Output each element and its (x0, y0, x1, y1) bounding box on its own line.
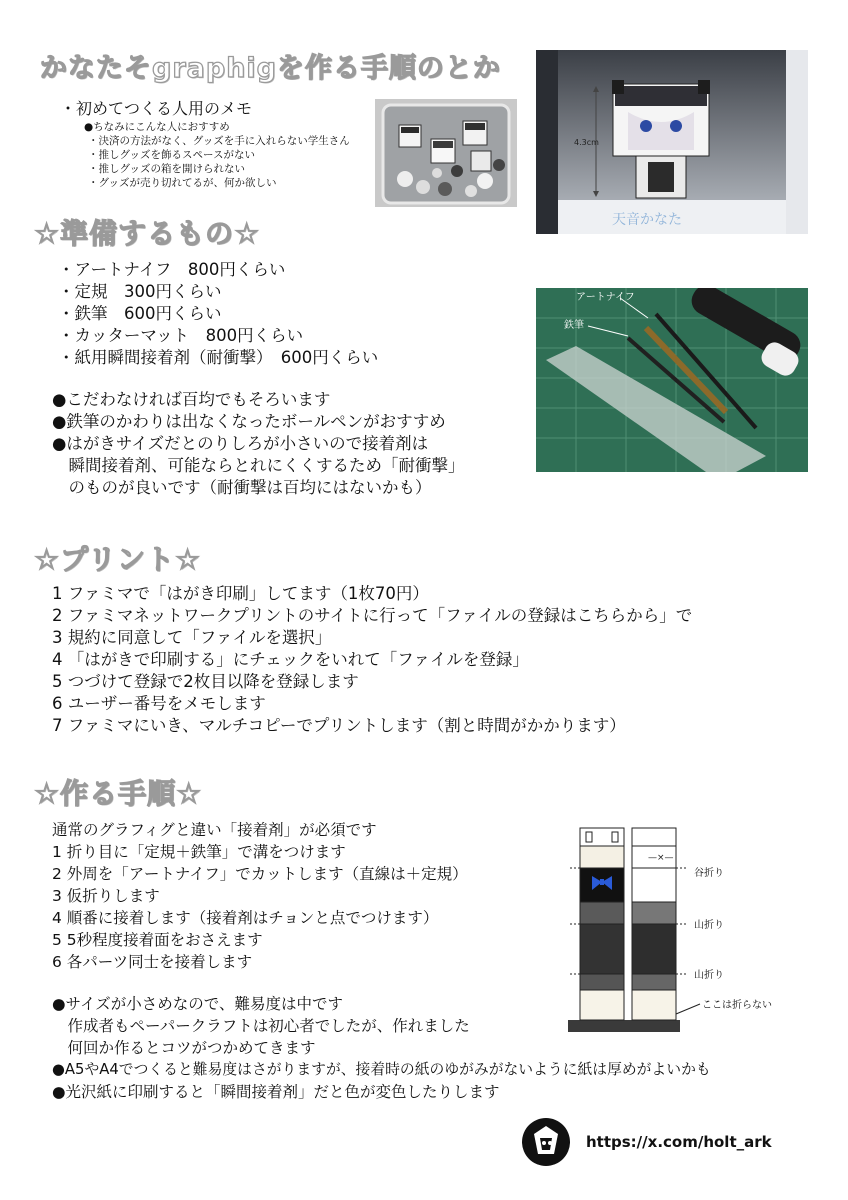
prep-item: ・鉄筆 600円くらい (58, 304, 222, 323)
make-note: ●光沢紙に印刷すると「瞬間接着剤」だと色が変色したりします (52, 1083, 500, 1101)
make-note: ●サイズが小さめなので、難易度は中です (52, 995, 343, 1013)
prep-heading: ☆準備するもの☆ (34, 217, 261, 250)
make-step: 6 各パーツ同士を接着します (52, 953, 253, 971)
label-mountain-fold-1: 山折り (694, 920, 724, 931)
memo-line: ・決済の方法がなく、グッズを手に入れらない学生さん (88, 135, 350, 147)
make-step: 1 折り目に「定規＋鉄筆」で溝をつけます (52, 843, 346, 861)
prep-note: ●こだわなければ百均でもそろいます (52, 390, 331, 409)
make-note: ●A5やA4でつくると難易度はさがりますが、接着時の紙のゆがみがないように紙は厚めがよいかも (52, 1061, 711, 1078)
prep-note: ●はがきサイズだとのりしろが小さいので接着剤は (52, 434, 429, 453)
print-heading: ☆プリント☆ (34, 543, 202, 576)
prep-item: ・カッターマット 800円くらい (58, 326, 304, 345)
author-logo-icon (520, 1116, 572, 1168)
print-step: 2 ファミマネットワークプリントのサイトに行って「ファイルの登録はこちらから」で (52, 606, 693, 625)
figures-box-photo (375, 99, 517, 207)
fold-diagram (560, 824, 820, 1036)
label-mountain-fold-2: 山折り (694, 970, 724, 981)
make-note: 作成者もペーパークラフトは初心者でしたが、作れました (52, 1017, 470, 1035)
memo-line: ・グッズが売り切れてるが、何か欲しい (88, 177, 277, 189)
figure-display-photo (536, 50, 808, 234)
print-step: 5 つづけて登録で2枚目以降を登録します (52, 672, 359, 691)
memo-line: ●ちなみにこんな人におすすめ (84, 121, 230, 133)
label-art-knife: アートナイフ (576, 292, 635, 303)
tools-photo (536, 288, 808, 472)
print-step: 7 ファミマにいき、マルチコピーでプリントします（割と時間がかかります） (52, 716, 626, 735)
print-step: 4 「はがきで印刷する」にチェックをいれて「ファイルを登録」 (52, 650, 529, 669)
height-label: 4.3cm (574, 138, 599, 147)
label-valley-fold: 谷折り (694, 868, 724, 879)
memo-heading: ・初めてつくる人用のメモ (60, 99, 253, 118)
prep-item: ・定規 300円くらい (58, 282, 222, 301)
prep-note: のものが良いです（耐衝撃は百均にはないかも） (52, 478, 432, 497)
make-step: 2 外周を「アートナイフ」でカットします（直線は＋定規） (52, 865, 468, 883)
make-step: 通常のグラフィグと違い「接着剤」が必須です (52, 821, 377, 839)
label-no-fold: ここは折らない (702, 1000, 772, 1011)
make-note: 何回か作るとコツがつかめてきます (52, 1039, 316, 1057)
memo-line: ・推しグッズの箱を開けられない (88, 163, 245, 175)
label-stylus: 鉄筆 (564, 320, 584, 331)
display-base-text: 天音かなた (612, 212, 682, 228)
prep-note: 瞬間接着剤、可能ならとれにくくするため「耐衝撃」 (52, 456, 465, 475)
make-step: 3 仮折りします (52, 887, 160, 905)
svg-text:—×—: —×— (648, 853, 674, 863)
memo-line: ・推しグッズを飾るスペースがない (88, 149, 255, 161)
print-step: 3 規約に同意して「ファイルを選択」 (52, 628, 332, 647)
page-title: かなたそgraphigを作る手順のとか (40, 53, 501, 84)
make-step: 4 順番に接着します（接着剤はチョンと点でつけます） (52, 909, 439, 927)
prep-item: ・紙用瞬間接着剤（耐衝撃） 600円くらい (58, 348, 379, 367)
author-url-link[interactable]: https://x.com/holt_ark (586, 1133, 772, 1151)
make-heading: ☆作る手順☆ (34, 777, 203, 810)
prep-item: ・アートナイフ 800円くらい (58, 260, 286, 279)
print-step: 6 ユーザー番号をメモします (52, 694, 266, 713)
make-step: 5 5秒程度接着面をおさえます (52, 931, 263, 949)
prep-note: ●鉄筆のかわりは出なくなったボールペンがおすすめ (52, 412, 446, 431)
print-step: 1 ファミマで「はがき印刷」してます（1枚70円） (52, 584, 429, 603)
